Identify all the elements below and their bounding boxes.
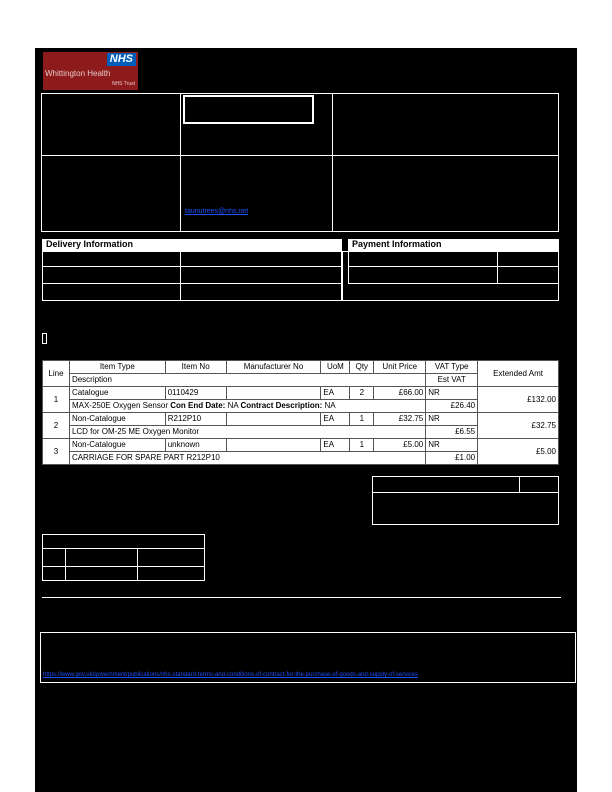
approval-row-divider — [42, 566, 205, 567]
row-description: CARRIAGE FOR SPARE PART R212P10 — [69, 452, 425, 465]
row-item-no: unknown — [165, 439, 226, 452]
table-row — [43, 387, 559, 400]
row-extended-amt: £32.75 — [478, 413, 559, 439]
row-line: 1 — [43, 387, 70, 413]
row-est-vat: £26.40 — [426, 400, 478, 413]
delivery-table — [42, 251, 342, 301]
header-line: Line — [43, 361, 70, 387]
nhs-logo — [43, 52, 138, 90]
row-unit-price: £66.00 — [374, 387, 426, 400]
contract-label: Contract Description: — [240, 401, 323, 410]
header-uom: UoM — [321, 361, 350, 374]
delivery-row-divider — [42, 283, 342, 284]
header-extended-amt: Extended Amt — [478, 361, 559, 387]
supplier-email-link[interactable]: taunutrees@nhs.net — [185, 208, 249, 215]
delivery-col-divider — [180, 251, 181, 301]
po-number-box — [183, 95, 314, 124]
contract-value: NA — [324, 401, 336, 410]
row-vat-type: NR — [426, 387, 478, 400]
nhs-badge: NHS — [107, 53, 136, 66]
totals-divider — [372, 492, 559, 493]
delivery-row-divider — [42, 266, 342, 267]
row-description-text: MAX-250E Oxygen Sensor — [71, 401, 168, 410]
row-manufacturer-no — [226, 439, 321, 452]
approval-col-divider — [65, 548, 66, 581]
payment-title: Payment Information — [348, 239, 559, 251]
row-item-type: Non-Catalogue — [69, 439, 165, 452]
row-uom: EA — [321, 413, 350, 426]
payment-col-divider — [497, 251, 498, 284]
totals-col-divider — [519, 476, 520, 492]
grid-divider — [180, 93, 181, 232]
row-manufacturer-no — [226, 413, 321, 426]
approval-col-divider — [137, 548, 138, 581]
row-qty: 2 — [350, 387, 374, 400]
row-est-vat: £1.00 — [426, 452, 478, 465]
row-vat-type: NR — [426, 439, 478, 452]
row-item-type: Non-Catalogue — [69, 413, 165, 426]
row-qty: 1 — [350, 439, 374, 452]
logo-org-name: Whittington Health — [45, 69, 111, 78]
logo-sub-name: NHS Trust — [111, 81, 135, 87]
row-extended-amt: £132.00 — [478, 387, 559, 413]
row-description: LCD for OM-25 ME Oxygen Monitor — [69, 426, 425, 439]
row-item-no: 0110429 — [165, 387, 226, 400]
row-est-vat: £6.55 — [426, 426, 478, 439]
delivery-title: Delivery Information — [42, 239, 342, 251]
row-unit-price: £32.75 — [374, 413, 426, 426]
header-qty: Qty — [350, 361, 374, 374]
table-row — [43, 439, 559, 452]
approval-row-divider — [42, 548, 205, 549]
row-item-no: R212P10 — [165, 413, 226, 426]
payment-row-divider — [348, 266, 559, 267]
row-qty: 1 — [350, 413, 374, 426]
header-est-vat: Est VAT — [426, 374, 478, 387]
row-vat-type: NR — [426, 413, 478, 426]
terms-conditions-link[interactable]: https://www.gov.uk/government/publications/nhs-standard-terms-and-conditions-of-contract-for-the-purchase-of-goods-and-supply-of-services — [43, 672, 419, 678]
totals-box — [372, 476, 559, 525]
header-item-no: Item No — [165, 361, 226, 374]
header-item-type: Item Type — [69, 361, 165, 374]
grid-divider — [332, 93, 333, 232]
header-vat-type: VAT Type — [426, 361, 478, 374]
con-end-label: Con End Date: — [170, 401, 226, 410]
payment-inner-table — [348, 251, 559, 284]
approval-table — [42, 534, 205, 581]
header-unit-price: Unit Price — [374, 361, 426, 374]
redacted-marker — [42, 333, 47, 344]
row-extended-amt: £5.00 — [478, 439, 559, 465]
row-description — [69, 400, 425, 413]
order-items-table — [42, 360, 559, 465]
con-end-value: NA — [227, 401, 239, 410]
row-uom: EA — [321, 387, 350, 400]
row-manufacturer-no — [226, 387, 321, 400]
row-item-type: Catalogue — [69, 387, 165, 400]
grid-divider — [41, 155, 559, 156]
header-description: Description — [69, 374, 425, 387]
row-uom: EA — [321, 439, 350, 452]
row-line: 3 — [43, 439, 70, 465]
row-line: 2 — [43, 413, 70, 439]
table-row — [43, 413, 559, 426]
header-manufacturer-no: Manufacturer No — [226, 361, 321, 374]
section-separator — [42, 597, 561, 598]
row-unit-price: £5.00 — [374, 439, 426, 452]
